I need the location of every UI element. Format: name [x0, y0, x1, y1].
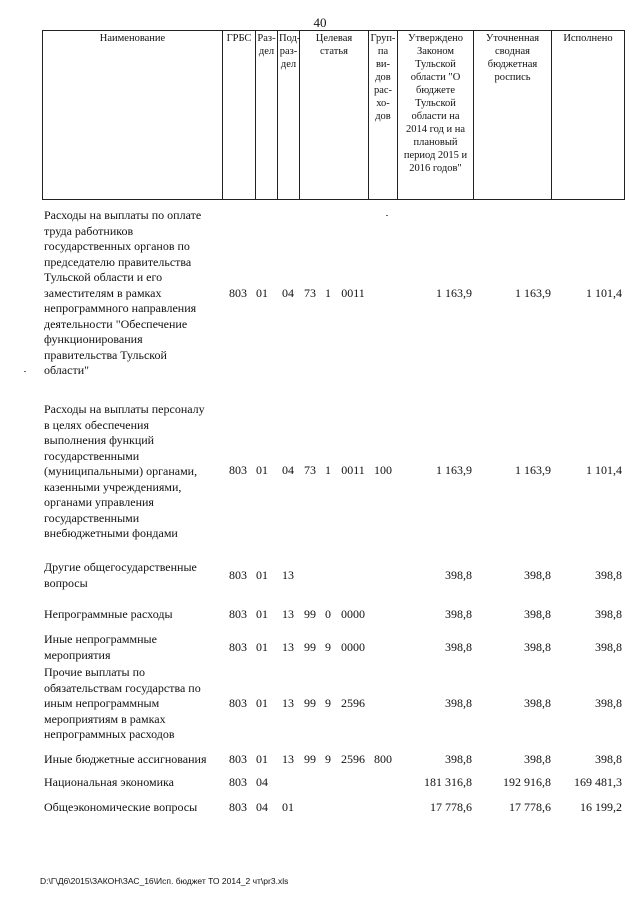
header-executed: Исполнено: [552, 31, 625, 200]
header-approved: Утверждено Законом Тульской области "О бюджете Тульской области на 2014 год и на плановый период 2015 и 2016 годов": [398, 31, 474, 200]
header-razdel: Раз- дел: [256, 31, 278, 200]
row-target-2: 9: [325, 696, 331, 710]
row-revised: 398,8: [524, 640, 551, 654]
row-approved: 398,8: [445, 640, 472, 654]
row-name: Расходы на выплаты персоналу в целях обеспечения выполнения функций государственными (муниципальными) органами, казенными учреждениями, органами управления государственными внебюджетными фондами: [44, 402, 205, 540]
row-target-3: 0000: [341, 607, 365, 621]
row-approved: 17 778,6: [430, 800, 472, 814]
row-podrazdel: 13: [282, 568, 294, 582]
row-razdel: 01: [256, 752, 268, 766]
row-target-2: 9: [325, 752, 331, 766]
row-revised: 398,8: [524, 752, 551, 766]
row-target-2: 1: [325, 463, 331, 477]
row-podrazdel: 04: [282, 463, 294, 477]
row-revised: 398,8: [524, 607, 551, 621]
row-revised: 1 163,9: [515, 463, 551, 477]
row-grbs: 803: [229, 775, 247, 789]
row-name: Общеэкономические вопросы: [44, 800, 198, 814]
row-name: Другие общегосударственные вопросы: [44, 560, 197, 590]
row-executed: 398,8: [595, 568, 622, 582]
row-podrazdel: 13: [282, 640, 294, 654]
row-revised: 398,8: [524, 568, 551, 582]
row-grbs: 803: [229, 640, 247, 654]
header-target-article: Целевая статья: [300, 31, 369, 200]
scan-speck: [386, 215, 388, 216]
row-approved: 398,8: [445, 696, 472, 710]
row-podrazdel: 13: [282, 607, 294, 621]
table-header: [42, 30, 625, 200]
row-target-3: 0011: [341, 463, 365, 477]
row-target-2: 1: [325, 286, 331, 300]
row-name: Иные бюджетные ассигнования: [44, 752, 207, 766]
row-grbs: 803: [229, 568, 247, 582]
row-approved: 398,8: [445, 568, 472, 582]
row-executed: 398,8: [595, 752, 622, 766]
row-target-3: 0011: [341, 286, 365, 300]
row-razdel: 01: [256, 463, 268, 477]
row-expense-group: 100: [374, 463, 392, 477]
row-razdel: 04: [256, 800, 268, 814]
row-name: Иные непрограммные мероприятия: [44, 632, 157, 662]
row-target-1: 73: [304, 463, 316, 477]
row-target-3: 2596: [341, 696, 365, 710]
row-name: Национальная экономика: [44, 775, 174, 789]
row-executed: 398,8: [595, 640, 622, 654]
row-executed: 1 101,4: [586, 286, 622, 300]
row-revised: 1 163,9: [515, 286, 551, 300]
row-grbs: 803: [229, 752, 247, 766]
row-target-2: 0: [325, 607, 331, 621]
row-executed: 169 481,3: [574, 775, 622, 789]
row-approved: 398,8: [445, 607, 472, 621]
row-executed: 398,8: [595, 696, 622, 710]
row-podrazdel: 04: [282, 286, 294, 300]
header-name: Наименование: [43, 31, 223, 200]
row-name: Непрограммные расходы: [44, 607, 173, 621]
row-grbs: 803: [229, 286, 247, 300]
row-target-1: 99: [304, 752, 316, 766]
row-target-1: 99: [304, 607, 316, 621]
scan-speck: [24, 371, 26, 372]
page-number: 40: [313, 15, 327, 30]
row-approved: 398,8: [445, 752, 472, 766]
row-executed: 16 199,2: [580, 800, 622, 814]
row-target-1: 73: [304, 286, 316, 300]
row-revised: 398,8: [524, 696, 551, 710]
file-path-footer: D:\Г\Д6\2015\ЗАКОН\ЗАС_16\Исп. бюджет ТО 2014_2 чт\pr3.xls: [40, 876, 289, 886]
row-razdel: 01: [256, 640, 268, 654]
row-revised: 17 778,6: [509, 800, 551, 814]
row-approved: 1 163,9: [436, 463, 472, 477]
header-podrazdel: Под- раз- дел: [278, 31, 300, 200]
row-podrazdel: 13: [282, 696, 294, 710]
row-grbs: 803: [229, 696, 247, 710]
row-approved: 1 163,9: [436, 286, 472, 300]
row-target-3: 2596: [341, 752, 365, 766]
row-grbs: 803: [229, 800, 247, 814]
row-target-1: 99: [304, 696, 316, 710]
row-grbs: 803: [229, 607, 247, 621]
row-executed: 1 101,4: [586, 463, 622, 477]
row-target-2: 9: [325, 640, 331, 654]
row-razdel: 04: [256, 775, 268, 789]
row-grbs: 803: [229, 463, 247, 477]
row-target-3: 0000: [341, 640, 365, 654]
row-razdel: 01: [256, 286, 268, 300]
row-name: Прочие выплаты по обязательствам государства по иным непрограммным мероприятиям в рамках непрограммных расходов: [44, 665, 201, 741]
row-executed: 398,8: [595, 607, 622, 621]
header-grbs: ГРБС: [223, 31, 256, 200]
row-razdel: 01: [256, 696, 268, 710]
row-approved: 181 316,8: [424, 775, 472, 789]
row-razdel: 01: [256, 568, 268, 582]
header-expense-group: Груп- па ви- дов рас- хо- дов: [369, 31, 398, 200]
row-revised: 192 916,8: [503, 775, 551, 789]
row-expense-group: 800: [374, 752, 392, 766]
header-revised: Уточненная сводная бюджетная роспись: [474, 31, 552, 200]
row-name: Расходы на выплаты по оплате труда работников государственных органов по председателю правительства Тульской области и его заместителям в рамках непрограммного направления деятельности "Обеспечение функционирования правительства Тульской области": [44, 208, 202, 377]
row-target-1: 99: [304, 640, 316, 654]
row-razdel: 01: [256, 607, 268, 621]
row-podrazdel: 01: [282, 800, 294, 814]
row-podrazdel: 13: [282, 752, 294, 766]
